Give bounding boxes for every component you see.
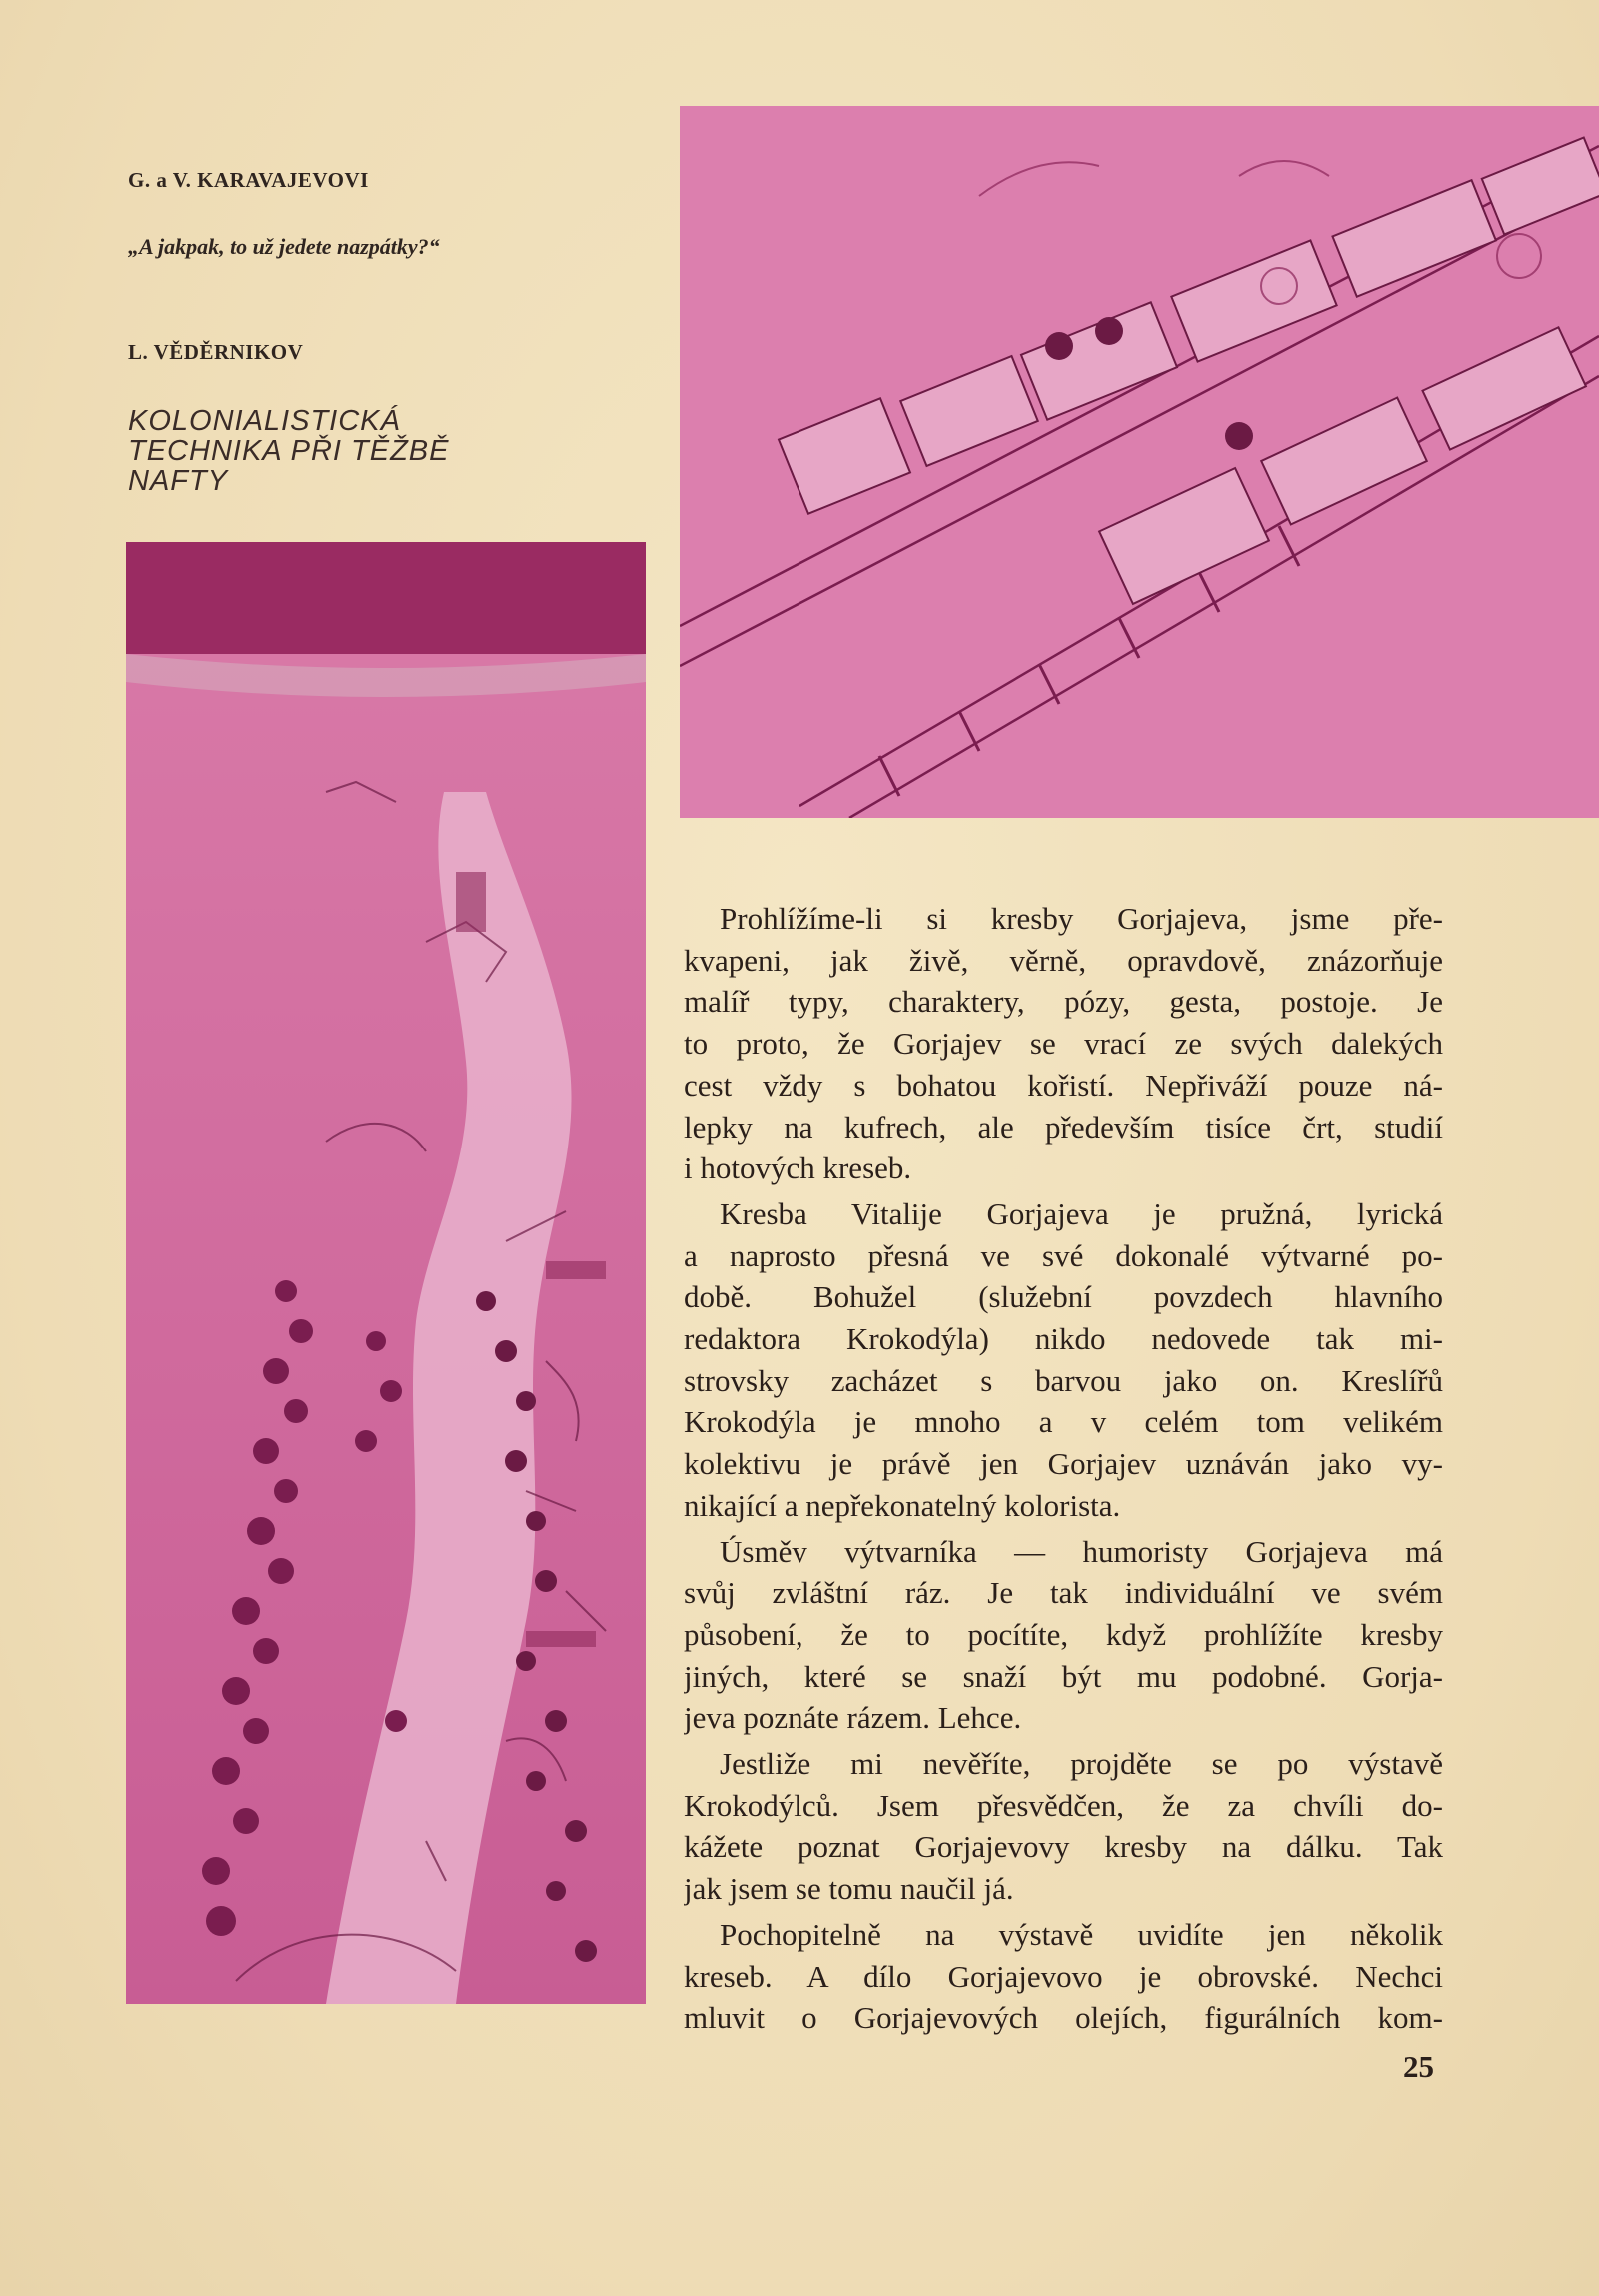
text-line: Pochopitelně na výstavě uvidíte jen několik (720, 1916, 1443, 1952)
text-line: Kresba Vitalije Gorjajeva je pružná, lyrická (720, 1195, 1443, 1231)
text-line: Krokodýla je mnoho a v celém tom velikém (684, 1404, 1443, 1440)
text-line: malíř typy, charaktery, pózy, gesta, postoje. Je (684, 984, 1443, 1020)
text-line: cest vždy s bohatou kořistí. Nepřiváží pouze ná- (684, 1067, 1443, 1103)
caption-title-2-line: TECHNIKA PŘI TĚŽBĚ (128, 435, 450, 467)
text-line: Jestliže mi nevěříte, projděte se po výstavě (720, 1746, 1443, 1782)
text-line: to proto, že Gorjajev se vrací ze svých dalekých (684, 1026, 1443, 1062)
text-line: jiných, které se snaží být mu podobné. Gorja- (684, 1658, 1443, 1694)
text-line: kolektivu je právě jen Gorjajev uznáván jako vy- (684, 1446, 1443, 1482)
caption-quote-1: „A jakpak, to už jedete nazpátky?“ (128, 234, 440, 259)
trains-drawing (680, 106, 1599, 818)
text-line: i hotových kreseb. (684, 1150, 912, 1186)
text-line: a naprosto přesná ve své dokonalé výtvarné po- (684, 1237, 1443, 1273)
text-line: jeva poznáte rázem. Lehce. (684, 1700, 1022, 1736)
text-line: strovsky zacházet s barvou jako on. Kreslířů (684, 1362, 1443, 1398)
caption-title-2-line: NAFTY (128, 465, 229, 497)
text-line: nikající a nepřekonatelný kolorista. (684, 1487, 1121, 1523)
article-paragraph (684, 1914, 1443, 2039)
oil-extraction-drawing (126, 542, 646, 2004)
text-line: svůj zvláštní ráz. Je tak individuální ve svém (684, 1575, 1443, 1611)
article-paragraph (684, 1743, 1443, 1910)
caption-title-2-line: KOLONIALISTICKÁ (128, 405, 401, 437)
trains-illustration (680, 106, 1599, 818)
text-line: redaktora Krokodýla) nikdo nedovede tak mi- (684, 1321, 1443, 1357)
text-line: působení, že to pocítíte, když prohlížíte kresby (684, 1616, 1443, 1652)
text-line: Krokodýlců. Jsem přesvědčen, že za chvíli do- (684, 1787, 1443, 1823)
text-line: kreseb. A dílo Gorjajevovo je obrovské. Nechci (684, 1958, 1443, 1994)
oil-extraction-illustration (126, 542, 646, 2004)
text-line: Prohlížíme-li si kresby Gorjajeva, jsme pře- (720, 901, 1443, 936)
caption-title-2 (128, 406, 568, 496)
text-line: mluvit o Gorjajevových olejích, figurálních kom- (684, 2000, 1443, 2036)
article-paragraph (684, 1531, 1443, 1740)
text-line: kážete poznat Gorjajevovy kresby na dálku. Tak (684, 1829, 1443, 1865)
article-paragraph (684, 1193, 1443, 1527)
text-line: jak jsem se tomu naučil já. (684, 1871, 1014, 1907)
text-line: době. Bohužel (služební povzdech hlavního (684, 1279, 1443, 1315)
page-number: 25 (1403, 2049, 1434, 2084)
text-line: lepky na kufrech, ale především tisíce črt, studií (684, 1109, 1443, 1145)
article-paragraph (684, 898, 1443, 1189)
article-body (684, 898, 1443, 2043)
text-line: kvapeni, jak živě, věrně, opravdově, znázorňuje (684, 942, 1443, 978)
caption-author-2: L. VĚDĚRNIKOV (128, 340, 304, 364)
caption-author-1: G. a V. KARAVAJEVOVI (128, 168, 369, 192)
text-line: Úsměv výtvarníka — humoristy Gorjajeva má (720, 1533, 1443, 1569)
